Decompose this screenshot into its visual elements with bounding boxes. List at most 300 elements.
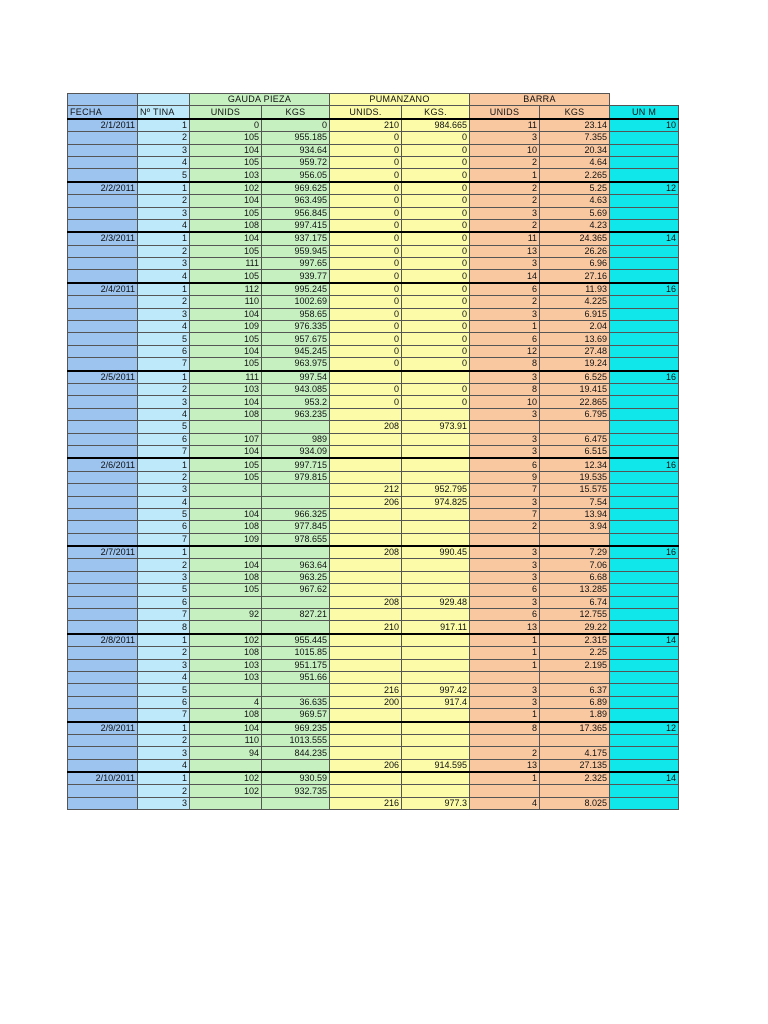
cell-unm[interactable] [610, 747, 679, 759]
cell-unm[interactable]: 16 [610, 283, 679, 296]
cell-pumanzano-kgs[interactable]: 0 [402, 283, 470, 296]
cell-pumanzano-kgs[interactable]: 0 [402, 144, 470, 156]
cell-barra-kgs[interactable]: 11.93 [540, 283, 610, 296]
cell-pumanzano-kgs[interactable]: 0 [402, 245, 470, 257]
cell-fecha[interactable] [68, 421, 138, 433]
cell-tina[interactable]: 1 [138, 371, 190, 384]
cell-pumanzano-unids[interactable]: 200 [330, 696, 402, 708]
cell-gauda-kgs[interactable]: 989 [262, 433, 330, 445]
cell-barra-kgs[interactable]: 4.175 [540, 747, 610, 759]
cell-barra-kgs[interactable]: 7.29 [540, 546, 610, 559]
cell-gauda-unids[interactable]: 104 [190, 559, 262, 571]
cell-gauda-kgs[interactable]: 967.62 [262, 584, 330, 596]
cell-barra-kgs[interactable]: 12.755 [540, 609, 610, 621]
cell-gauda-kgs[interactable]: 957.675 [262, 333, 330, 345]
cell-tina[interactable]: 5 [138, 508, 190, 520]
cell-unm[interactable] [610, 333, 679, 345]
cell-barra-unids[interactable] [470, 734, 540, 746]
cell-tina[interactable]: 2 [138, 647, 190, 659]
cell-gauda-unids[interactable]: 102 [190, 772, 262, 785]
cell-barra-kgs[interactable] [540, 533, 610, 546]
cell-pumanzano-kgs[interactable]: 0 [402, 219, 470, 232]
cell-fecha[interactable] [68, 496, 138, 508]
cell-tina[interactable]: 1 [138, 182, 190, 195]
cell-barra-kgs[interactable]: 24.365 [540, 232, 610, 245]
cell-tina[interactable]: 3 [138, 747, 190, 759]
cell-gauda-kgs[interactable]: 959.72 [262, 156, 330, 168]
cell-pumanzano-unids[interactable] [330, 521, 402, 533]
cell-barra-kgs[interactable]: 2.325 [540, 772, 610, 785]
cell-pumanzano-unids[interactable]: 216 [330, 684, 402, 696]
cell-tina[interactable]: 1 [138, 119, 190, 132]
cell-gauda-kgs[interactable]: 997.65 [262, 258, 330, 270]
cell-barra-kgs[interactable]: 29.22 [540, 621, 610, 634]
cell-gauda-unids[interactable] [190, 421, 262, 433]
cell-unm[interactable] [610, 258, 679, 270]
cell-tina[interactable]: 2 [138, 383, 190, 395]
cell-fecha[interactable] [68, 621, 138, 634]
cell-unm[interactable] [610, 396, 679, 408]
cell-pumanzano-unids[interactable]: 0 [330, 333, 402, 345]
cell-pumanzano-unids[interactable]: 0 [330, 270, 402, 283]
cell-barra-unids[interactable]: 2 [470, 195, 540, 207]
cell-tina[interactable]: 2 [138, 296, 190, 308]
cell-gauda-kgs[interactable]: 969.235 [262, 722, 330, 735]
cell-unm[interactable] [610, 195, 679, 207]
cell-gauda-unids[interactable]: 104 [190, 722, 262, 735]
cell-unm[interactable] [610, 345, 679, 357]
cell-gauda-kgs[interactable] [262, 759, 330, 772]
cell-gauda-unids[interactable]: 111 [190, 258, 262, 270]
cell-fecha[interactable] [68, 734, 138, 746]
cell-pumanzano-unids[interactable]: 0 [330, 245, 402, 257]
cell-barra-unids[interactable]: 2 [470, 219, 540, 232]
cell-barra-unids[interactable]: 2 [470, 521, 540, 533]
cell-pumanzano-unids[interactable] [330, 371, 402, 384]
cell-barra-unids[interactable]: 3 [470, 596, 540, 608]
cell-gauda-kgs[interactable]: 977.845 [262, 521, 330, 533]
cell-barra-kgs[interactable]: 6.475 [540, 433, 610, 445]
cell-unm[interactable]: 10 [610, 119, 679, 132]
cell-gauda-unids[interactable]: 105 [190, 270, 262, 283]
cell-barra-kgs[interactable]: 2.315 [540, 634, 610, 647]
cell-fecha[interactable] [68, 308, 138, 320]
cell-pumanzano-unids[interactable] [330, 508, 402, 520]
cell-gauda-kgs[interactable]: 969.625 [262, 182, 330, 195]
cell-barra-unids[interactable]: 11 [470, 232, 540, 245]
cell-barra-kgs[interactable]: 27.48 [540, 345, 610, 357]
cell-barra-unids[interactable]: 13 [470, 245, 540, 257]
cell-pumanzano-kgs[interactable] [402, 747, 470, 759]
cell-barra-unids[interactable]: 11 [470, 119, 540, 132]
cell-tina[interactable]: 1 [138, 772, 190, 785]
cell-pumanzano-kgs[interactable]: 0 [402, 308, 470, 320]
cell-pumanzano-kgs[interactable]: 0 [402, 383, 470, 395]
group-header-pumanzano[interactable]: PUMANZANO [330, 94, 470, 106]
cell-pumanzano-unids[interactable]: 0 [330, 283, 402, 296]
cell-unm[interactable] [610, 144, 679, 156]
cell-barra-kgs[interactable]: 2.04 [540, 321, 610, 333]
cell-tina[interactable]: 6 [138, 345, 190, 357]
cell-pumanzano-kgs[interactable] [402, 634, 470, 647]
cell-tina[interactable]: 4 [138, 156, 190, 168]
cell-fecha[interactable]: 2/1/2011 [68, 119, 138, 132]
cell-pumanzano-kgs[interactable] [402, 671, 470, 683]
cell-pumanzano-kgs[interactable] [402, 445, 470, 458]
cell-pumanzano-kgs[interactable]: 0 [402, 232, 470, 245]
cell-gauda-unids[interactable]: 105 [190, 584, 262, 596]
cell-tina[interactable]: 6 [138, 521, 190, 533]
cell-barra-unids[interactable]: 3 [470, 559, 540, 571]
cell-barra-unids[interactable]: 3 [470, 408, 540, 420]
cell-barra-kgs[interactable]: 13.94 [540, 508, 610, 520]
cell-gauda-kgs[interactable]: 997.715 [262, 458, 330, 471]
cell-pumanzano-unids[interactable]: 208 [330, 596, 402, 608]
cell-pumanzano-unids[interactable] [330, 408, 402, 420]
cell-fecha[interactable] [68, 508, 138, 520]
cell-tina[interactable]: 4 [138, 270, 190, 283]
cell-fecha[interactable] [68, 321, 138, 333]
cell-fecha[interactable] [68, 358, 138, 371]
cell-tina[interactable]: 7 [138, 709, 190, 722]
cell-unm[interactable] [610, 156, 679, 168]
cell-gauda-unids[interactable] [190, 759, 262, 772]
cell-fecha[interactable] [68, 132, 138, 144]
cell-pumanzano-unids[interactable]: 216 [330, 797, 402, 809]
cell-pumanzano-kgs[interactable]: 973.91 [402, 421, 470, 433]
cell-pumanzano-kgs[interactable]: 0 [402, 296, 470, 308]
cell-gauda-unids[interactable] [190, 496, 262, 508]
cell-unm[interactable]: 16 [610, 371, 679, 384]
cell-unm[interactable] [610, 484, 679, 496]
cell-gauda-kgs[interactable]: 934.09 [262, 445, 330, 458]
cell-pumanzano-kgs[interactable]: 914.595 [402, 759, 470, 772]
cell-unm[interactable] [610, 621, 679, 634]
col-header-barra-kgs[interactable]: KGS [540, 106, 610, 119]
cell-pumanzano-kgs[interactable] [402, 559, 470, 571]
cell-barra-unids[interactable]: 3 [470, 445, 540, 458]
cell-barra-kgs[interactable]: 6.915 [540, 308, 610, 320]
cell-tina[interactable]: 2 [138, 734, 190, 746]
cell-tina[interactable]: 6 [138, 433, 190, 445]
cell-fecha[interactable] [68, 521, 138, 533]
cell-pumanzano-kgs[interactable]: 977.3 [402, 797, 470, 809]
cell-barra-kgs[interactable]: 20.34 [540, 144, 610, 156]
cell-fecha[interactable] [68, 596, 138, 608]
cell-fecha[interactable]: 2/8/2011 [68, 634, 138, 647]
cell-unm[interactable] [610, 508, 679, 520]
col-header-barra-unids[interactable]: UNIDS [470, 106, 540, 119]
cell-fecha[interactable] [68, 696, 138, 708]
cell-pumanzano-unids[interactable]: 212 [330, 484, 402, 496]
cell-gauda-unids[interactable]: 109 [190, 533, 262, 546]
cell-fecha[interactable] [68, 144, 138, 156]
cell-unm[interactable]: 14 [610, 634, 679, 647]
cell-pumanzano-unids[interactable]: 0 [330, 169, 402, 182]
cell-unm[interactable] [610, 709, 679, 722]
cell-barra-unids[interactable]: 6 [470, 458, 540, 471]
cell-gauda-kgs[interactable]: 995.245 [262, 283, 330, 296]
cell-pumanzano-kgs[interactable] [402, 659, 470, 671]
cell-barra-unids[interactable] [470, 785, 540, 797]
cell-barra-unids[interactable]: 4 [470, 797, 540, 809]
col-header-gauda-kgs[interactable]: KGS [262, 106, 330, 119]
cell-pumanzano-unids[interactable]: 210 [330, 621, 402, 634]
cell-unm[interactable] [610, 521, 679, 533]
col-header-unm[interactable]: UN M [610, 106, 679, 119]
cell-pumanzano-unids[interactable]: 0 [330, 321, 402, 333]
cell-pumanzano-unids[interactable] [330, 722, 402, 735]
cell-unm[interactable] [610, 445, 679, 458]
cell-tina[interactable]: 2 [138, 471, 190, 483]
cell-fecha[interactable] [68, 408, 138, 420]
cell-fecha[interactable] [68, 709, 138, 722]
cell-gauda-unids[interactable]: 103 [190, 659, 262, 671]
cell-pumanzano-unids[interactable]: 210 [330, 119, 402, 132]
cell-barra-kgs[interactable]: 6.89 [540, 696, 610, 708]
cell-fecha[interactable]: 2/2/2011 [68, 182, 138, 195]
cell-pumanzano-kgs[interactable]: 0 [402, 396, 470, 408]
cell-gauda-unids[interactable]: 104 [190, 445, 262, 458]
cell-gauda-unids[interactable]: 109 [190, 321, 262, 333]
cell-pumanzano-kgs[interactable] [402, 371, 470, 384]
cell-barra-unids[interactable]: 3 [470, 371, 540, 384]
cell-tina[interactable]: 4 [138, 219, 190, 232]
cell-barra-kgs[interactable]: 13.69 [540, 333, 610, 345]
cell-fecha[interactable] [68, 258, 138, 270]
cell-barra-kgs[interactable]: 6.795 [540, 408, 610, 420]
cell-barra-kgs[interactable]: 6.68 [540, 571, 610, 583]
cell-gauda-kgs[interactable]: 36.635 [262, 696, 330, 708]
cell-tina[interactable]: 7 [138, 358, 190, 371]
cell-pumanzano-unids[interactable] [330, 659, 402, 671]
cell-pumanzano-kgs[interactable] [402, 734, 470, 746]
cell-barra-kgs[interactable]: 2.265 [540, 169, 610, 182]
cell-gauda-unids[interactable]: 105 [190, 471, 262, 483]
cell-unm[interactable]: 16 [610, 546, 679, 559]
cell-pumanzano-kgs[interactable]: 990.45 [402, 546, 470, 559]
cell-tina[interactable]: 3 [138, 659, 190, 671]
cell-barra-unids[interactable]: 1 [470, 709, 540, 722]
cell-gauda-unids[interactable]: 94 [190, 747, 262, 759]
cell-pumanzano-kgs[interactable]: 917.4 [402, 696, 470, 708]
cell-tina[interactable]: 5 [138, 421, 190, 433]
cell-pumanzano-kgs[interactable]: 0 [402, 321, 470, 333]
cell-gauda-kgs[interactable]: 943.085 [262, 383, 330, 395]
cell-unm[interactable] [610, 496, 679, 508]
cell-tina[interactable]: 3 [138, 797, 190, 809]
cell-unm[interactable] [610, 759, 679, 772]
cell-pumanzano-unids[interactable] [330, 533, 402, 546]
cell-pumanzano-unids[interactable]: 0 [330, 358, 402, 371]
cell-barra-unids[interactable]: 3 [470, 684, 540, 696]
cell-tina[interactable]: 4 [138, 759, 190, 772]
cell-tina[interactable]: 1 [138, 458, 190, 471]
cell-barra-unids[interactable]: 14 [470, 270, 540, 283]
cell-fecha[interactable] [68, 207, 138, 219]
cell-barra-kgs[interactable]: 7.355 [540, 132, 610, 144]
cell-tina[interactable]: 6 [138, 596, 190, 608]
cell-barra-unids[interactable]: 1 [470, 772, 540, 785]
cell-gauda-unids[interactable]: 104 [190, 232, 262, 245]
cell-gauda-kgs[interactable]: 959.945 [262, 245, 330, 257]
cell-fecha[interactable] [68, 471, 138, 483]
cell-tina[interactable]: 4 [138, 671, 190, 683]
cell-pumanzano-unids[interactable] [330, 584, 402, 596]
cell-fecha[interactable] [68, 533, 138, 546]
cell-gauda-kgs[interactable]: 945.245 [262, 345, 330, 357]
cell-gauda-unids[interactable]: 105 [190, 156, 262, 168]
group-header-barra[interactable]: BARRA [470, 94, 610, 106]
cell-tina[interactable]: 7 [138, 533, 190, 546]
cell-barra-kgs[interactable]: 6.96 [540, 258, 610, 270]
cell-gauda-unids[interactable]: 104 [190, 308, 262, 320]
col-header-pumanzano-kgs[interactable]: KGS. [402, 106, 470, 119]
cell-barra-kgs[interactable]: 15.575 [540, 484, 610, 496]
cell-tina[interactable]: 1 [138, 283, 190, 296]
cell-barra-unids[interactable]: 3 [470, 132, 540, 144]
cell-fecha[interactable] [68, 383, 138, 395]
cell-barra-kgs[interactable]: 19.24 [540, 358, 610, 371]
cell-barra-kgs[interactable]: 6.37 [540, 684, 610, 696]
cell-barra-unids[interactable]: 3 [470, 433, 540, 445]
cell-gauda-kgs[interactable] [262, 546, 330, 559]
cell-gauda-kgs[interactable] [262, 421, 330, 433]
cell-pumanzano-unids[interactable] [330, 458, 402, 471]
cell-gauda-kgs[interactable]: 955.445 [262, 634, 330, 647]
cell-pumanzano-kgs[interactable]: 0 [402, 270, 470, 283]
cell-gauda-kgs[interactable]: 956.845 [262, 207, 330, 219]
cell-barra-unids[interactable]: 13 [470, 621, 540, 634]
cell-unm[interactable] [610, 734, 679, 746]
cell-unm[interactable] [610, 421, 679, 433]
cell-gauda-kgs[interactable]: 963.495 [262, 195, 330, 207]
cell-gauda-unids[interactable]: 105 [190, 207, 262, 219]
cell-barra-unids[interactable]: 2 [470, 296, 540, 308]
cell-fecha[interactable] [68, 270, 138, 283]
cell-fecha[interactable] [68, 333, 138, 345]
cell-gauda-kgs[interactable]: 951.175 [262, 659, 330, 671]
cell-tina[interactable]: 2 [138, 559, 190, 571]
cell-unm[interactable] [610, 358, 679, 371]
cell-gauda-kgs[interactable]: 939.77 [262, 270, 330, 283]
cell-barra-unids[interactable]: 1 [470, 321, 540, 333]
cell-pumanzano-unids[interactable]: 0 [330, 345, 402, 357]
cell-pumanzano-unids[interactable] [330, 671, 402, 683]
cell-gauda-kgs[interactable] [262, 496, 330, 508]
cell-barra-kgs[interactable]: 4.23 [540, 219, 610, 232]
cell-pumanzano-kgs[interactable]: 974.825 [402, 496, 470, 508]
cell-pumanzano-unids[interactable]: 0 [330, 232, 402, 245]
col-header-tina[interactable]: Nº TINA [138, 106, 190, 119]
cell-fecha[interactable] [68, 684, 138, 696]
cell-gauda-kgs[interactable]: 997.54 [262, 371, 330, 384]
cell-gauda-kgs[interactable]: 1015.85 [262, 647, 330, 659]
cell-gauda-unids[interactable]: 108 [190, 408, 262, 420]
cell-barra-unids[interactable]: 2 [470, 156, 540, 168]
cell-fecha[interactable] [68, 445, 138, 458]
cell-barra-unids[interactable] [470, 533, 540, 546]
cell-gauda-kgs[interactable]: 963.64 [262, 559, 330, 571]
cell-barra-unids[interactable]: 10 [470, 396, 540, 408]
group-header-gauda[interactable]: GAUDA PIEZA [190, 94, 330, 106]
cell-barra-unids[interactable]: 8 [470, 383, 540, 395]
cell-barra-unids[interactable]: 6 [470, 283, 540, 296]
cell-barra-kgs[interactable]: 4.63 [540, 195, 610, 207]
cell-unm[interactable] [610, 471, 679, 483]
cell-fecha[interactable] [68, 433, 138, 445]
cell-fecha[interactable] [68, 156, 138, 168]
cell-fecha[interactable] [68, 609, 138, 621]
cell-fecha[interactable] [68, 671, 138, 683]
cell-gauda-kgs[interactable]: 955.185 [262, 132, 330, 144]
cell-pumanzano-unids[interactable] [330, 747, 402, 759]
cell-gauda-kgs[interactable] [262, 484, 330, 496]
cell-unm[interactable] [610, 207, 679, 219]
cell-fecha[interactable] [68, 647, 138, 659]
cell-pumanzano-unids[interactable] [330, 785, 402, 797]
col-header-gauda-unids[interactable]: UNIDS [190, 106, 262, 119]
cell-fecha[interactable]: 2/4/2011 [68, 283, 138, 296]
cell-tina[interactable]: 5 [138, 169, 190, 182]
cell-pumanzano-kgs[interactable]: 0 [402, 195, 470, 207]
cell-gauda-unids[interactable]: 111 [190, 371, 262, 384]
cell-fecha[interactable] [68, 296, 138, 308]
cell-tina[interactable]: 4 [138, 496, 190, 508]
cell-unm[interactable] [610, 132, 679, 144]
cell-gauda-unids[interactable]: 104 [190, 345, 262, 357]
cell-barra-kgs[interactable]: 3.94 [540, 521, 610, 533]
cell-tina[interactable]: 1 [138, 634, 190, 647]
cell-pumanzano-unids[interactable] [330, 559, 402, 571]
cell-pumanzano-unids[interactable]: 208 [330, 421, 402, 433]
cell-gauda-unids[interactable]: 104 [190, 508, 262, 520]
cell-unm[interactable]: 12 [610, 722, 679, 735]
cell-pumanzano-kgs[interactable] [402, 785, 470, 797]
cell-barra-unids[interactable]: 2 [470, 182, 540, 195]
cell-gauda-unids[interactable]: 105 [190, 245, 262, 257]
cell-unm[interactable] [610, 596, 679, 608]
cell-fecha[interactable]: 2/5/2011 [68, 371, 138, 384]
cell-gauda-unids[interactable]: 103 [190, 169, 262, 182]
cell-barra-kgs[interactable]: 19.535 [540, 471, 610, 483]
cell-pumanzano-unids[interactable] [330, 647, 402, 659]
cell-pumanzano-kgs[interactable] [402, 458, 470, 471]
cell-gauda-unids[interactable]: 102 [190, 785, 262, 797]
cell-fecha[interactable] [68, 659, 138, 671]
cell-fecha[interactable] [68, 584, 138, 596]
cell-pumanzano-unids[interactable]: 0 [330, 308, 402, 320]
cell-fecha[interactable] [68, 759, 138, 772]
cell-tina[interactable]: 2 [138, 785, 190, 797]
cell-unm[interactable] [610, 684, 679, 696]
cell-gauda-unids[interactable]: 104 [190, 396, 262, 408]
cell-pumanzano-kgs[interactable] [402, 609, 470, 621]
cell-unm[interactable] [610, 659, 679, 671]
cell-barra-kgs[interactable]: 6.525 [540, 371, 610, 384]
cell-gauda-unids[interactable] [190, 596, 262, 608]
cell-gauda-unids[interactable]: 104 [190, 144, 262, 156]
cell-gauda-unids[interactable]: 108 [190, 647, 262, 659]
cell-gauda-kgs[interactable]: 844.235 [262, 747, 330, 759]
cell-pumanzano-kgs[interactable] [402, 471, 470, 483]
cell-gauda-unids[interactable]: 112 [190, 283, 262, 296]
cell-gauda-unids[interactable]: 108 [190, 571, 262, 583]
cell-barra-kgs[interactable]: 7.06 [540, 559, 610, 571]
cell-pumanzano-kgs[interactable] [402, 647, 470, 659]
cell-fecha[interactable]: 2/6/2011 [68, 458, 138, 471]
cell-tina[interactable]: 3 [138, 571, 190, 583]
